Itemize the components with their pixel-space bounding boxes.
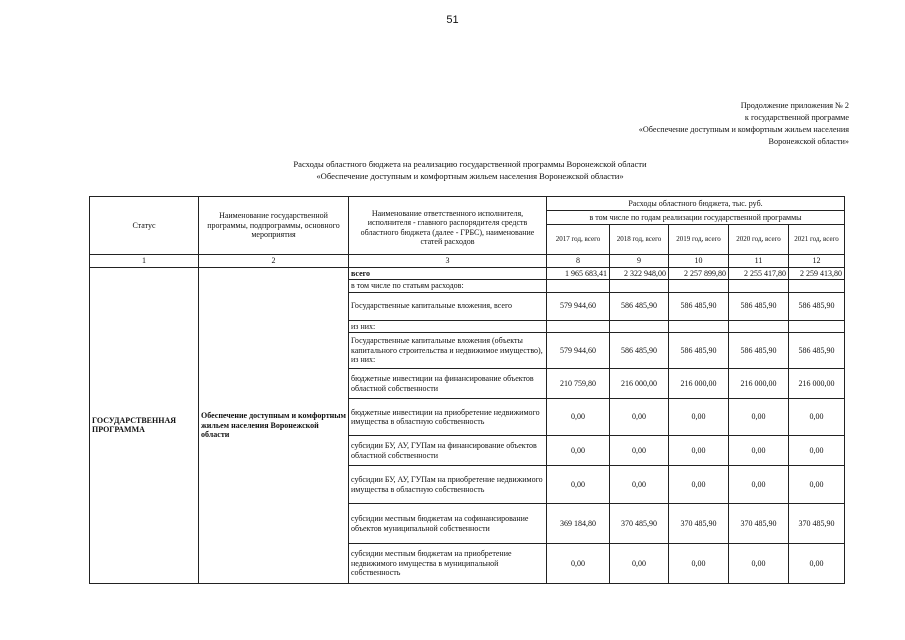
row-value: 0,00 [547,466,610,504]
row-value: 0,00 [729,544,789,584]
header-by-years: в том числе по годам реализации государственной программы [547,211,845,225]
column-number: 3 [349,255,547,268]
row-value: 216 000,00 [729,369,789,399]
row-value: 586 485,90 [669,292,729,320]
appendix-line: Продолжение приложения № 2 [740,101,849,110]
row-label: субсидии БУ, АУ, ГУПам на приобретение недвижимого имущества в областную собственность [349,466,547,504]
row-value: 0,00 [729,436,789,466]
row-value: 0,00 [789,544,845,584]
appendix-line: «Обеспечение доступным и комфортным жильем населения [638,125,849,134]
row-value: 0,00 [789,466,845,504]
row-value: 1 965 683,41 [547,267,610,280]
row-value: 0,00 [789,436,845,466]
appendix-note [639,100,849,148]
row-value: 2 322 948,00 [610,267,669,280]
appendix-line: к государственной программе [744,113,849,122]
column-number: 2 [199,255,349,268]
title-line: Расходы областного бюджета на реализацию государственной программы Воронежской области [293,159,647,169]
row-value [669,320,729,333]
row-value: 370 485,90 [789,504,845,544]
program-cell: Обеспечение доступным и комфортным жильем населения Воронежской области [199,267,349,584]
row-label: Государственные капитальные вложения, всего [349,292,547,320]
row-value: 586 485,90 [789,333,845,369]
row-value: 370 485,90 [669,504,729,544]
row-value: 369 184,80 [547,504,610,544]
row-value: 0,00 [610,399,669,436]
row-value: 0,00 [669,436,729,466]
row-value: 0,00 [669,466,729,504]
row-value: 586 485,90 [729,333,789,369]
row-value: 579 944,60 [547,292,610,320]
row-label: в том числе по статьям расходов: [349,280,547,293]
header-year: 2021 год, всего [789,225,845,255]
row-label: субсидии местным бюджетам на приобретение недвижимого имущества в муниципальной собственность [349,544,547,584]
header-status: Статус [90,197,199,255]
document-title [0,158,905,182]
column-number: 10 [669,255,729,268]
header-program-name: Наименование государственной программы, подпрограммы, основного мероприятия [199,197,349,255]
header-executor: Наименование ответственного исполнителя, исполнителя - главного распорядителя средств областного бюджета (далее - ГРБС), наименование статей расходов [349,197,547,255]
row-label: субсидии местным бюджетам на софинансирование объектов муниципальной собственности [349,504,547,544]
row-value: 586 485,90 [729,292,789,320]
column-number: 9 [610,255,669,268]
row-value: 2 255 417,80 [729,267,789,280]
header-year: 2019 год, всего [669,225,729,255]
row-value: 2 259 413,80 [789,267,845,280]
row-label: бюджетные инвестиции на приобретение недвижимого имущества в областную собственность [349,399,547,436]
column-number: 8 [547,255,610,268]
appendix-line: Воронежской области» [768,137,849,146]
row-value: 370 485,90 [729,504,789,544]
header-year: 2018 год, всего [610,225,669,255]
header-expenses: Расходы областного бюджета, тыс. руб. [547,197,845,211]
row-value: 0,00 [610,466,669,504]
row-value: 0,00 [789,399,845,436]
row-value: 586 485,90 [789,292,845,320]
row-value: 586 485,90 [610,292,669,320]
row-value [729,280,789,293]
column-number: 12 [789,255,845,268]
column-number: 11 [729,255,789,268]
row-value: 2 257 899,80 [669,267,729,280]
row-value: 216 000,00 [669,369,729,399]
column-number: 1 [90,255,199,268]
row-value: 586 485,90 [610,333,669,369]
row-value: 586 485,90 [669,333,729,369]
page-number: 51 [446,14,459,26]
row-label: всего [349,267,547,280]
row-value: 0,00 [610,436,669,466]
row-value [729,320,789,333]
row-value: 0,00 [669,544,729,584]
row-label: бюджетные инвестиции на финансирование объектов областной собственности [349,369,547,399]
row-label: субсидии БУ, АУ, ГУПам на финансирование объектов областной собственности [349,436,547,466]
row-value [547,280,610,293]
row-value: 210 759,80 [547,369,610,399]
row-value [610,320,669,333]
row-value: 0,00 [610,544,669,584]
row-value [547,320,610,333]
row-value: 0,00 [547,399,610,436]
row-value: 0,00 [547,436,610,466]
row-value [789,280,845,293]
title-line: «Обеспечение доступным и комфортным жильем населения Воронежской области» [316,171,624,181]
row-value [789,320,845,333]
budget-table [89,196,845,584]
row-value: 0,00 [669,399,729,436]
row-value: 216 000,00 [789,369,845,399]
row-value [669,280,729,293]
header-year: 2020 год, всего [729,225,789,255]
row-label: Государственные капитальные вложения (объекты капитального строительства и недвижимое имущество), из них: [349,333,547,369]
header-year: 2017 год, всего [547,225,610,255]
row-value: 370 485,90 [610,504,669,544]
row-value: 0,00 [729,399,789,436]
row-value: 0,00 [729,466,789,504]
row-value: 0,00 [547,544,610,584]
row-value: 579 944,60 [547,333,610,369]
row-value: 216 000,00 [610,369,669,399]
row-label: из них: [349,320,547,333]
row-value [610,280,669,293]
status-cell: ГОСУДАРСТВЕННАЯ ПРОГРАММА [90,267,199,584]
